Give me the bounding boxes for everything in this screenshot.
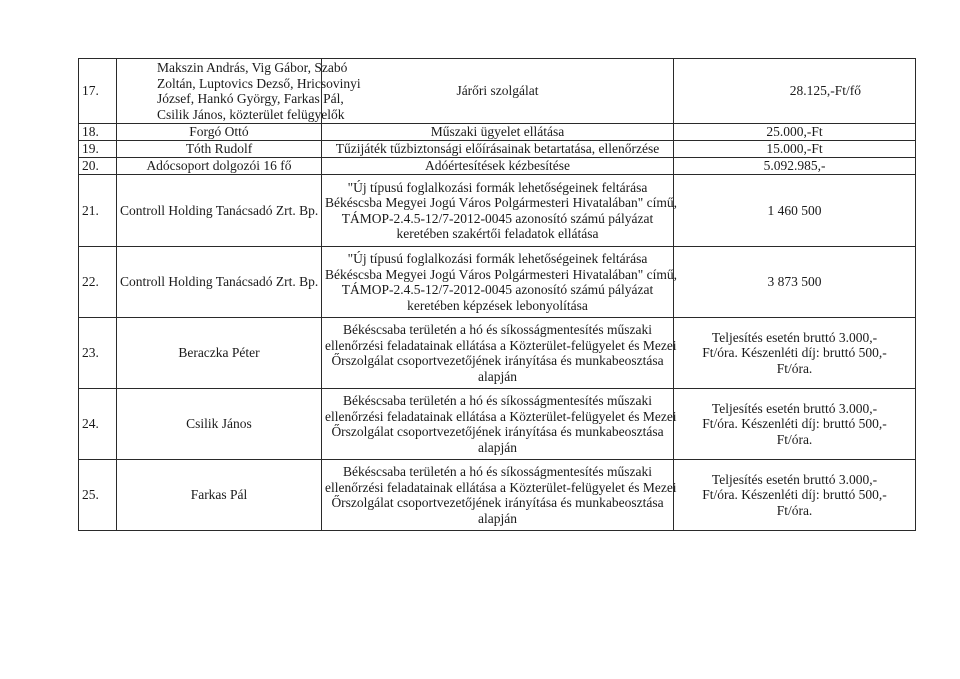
fee-line: Teljesítés esetén bruttó 3.000,- xyxy=(711,329,878,345)
task-line: Békéscsba Megyei Jogú Város Polgármesteri Hivatalában" című, xyxy=(325,195,678,210)
table-row xyxy=(79,158,916,175)
fee-line: 15.000,-Ft xyxy=(766,141,823,157)
task-line: TÁMOP-2.4.5-12/7-2012-0045 azonosító számú pályázat xyxy=(341,282,654,297)
task-cell xyxy=(322,318,677,389)
fee-cell xyxy=(674,389,916,460)
name-cell xyxy=(117,318,322,389)
name-line: Zoltán, Luptovics Dezső, Hricsovinyi xyxy=(157,75,361,91)
name-cell xyxy=(117,124,322,141)
row-number-cell: 25. xyxy=(79,460,117,531)
task-cell xyxy=(322,175,678,247)
table-row xyxy=(79,247,916,318)
name-line: Controll Holding Tanácsadó Zrt. Bp. xyxy=(120,274,319,290)
row-number-cell: 19. xyxy=(79,141,117,158)
fee-line: 25.000,-Ft xyxy=(766,124,823,140)
name-cell xyxy=(117,460,322,531)
task-line: Őrszolgálat csoportvezetőjének irányítása és munkabeosztása xyxy=(331,353,664,368)
name-line: Makszin András, Vig Gábor, Szabó xyxy=(157,60,348,75)
fee-line: Ft/óra. xyxy=(776,431,813,447)
contracts-table xyxy=(78,58,916,531)
fee-line: 5.092.985,- xyxy=(763,158,826,174)
name-line: Tóth Rudolf xyxy=(185,141,253,157)
task-line: ellenőrzési feladatainak ellátása a Közterület-felügyelet és Mezei xyxy=(325,337,677,353)
table-row xyxy=(79,389,916,460)
task-line: Őrszolgálat csoportvezetőjének irányítása és munkabeosztása xyxy=(331,424,664,439)
fee-line: 3 873 500 xyxy=(767,274,822,290)
table-row xyxy=(79,124,916,141)
task-line: Műszaki ügyelet ellátása xyxy=(430,124,565,140)
task-cell xyxy=(322,59,674,124)
fee-line: Ft/óra. Készenléti díj: bruttó 500,- xyxy=(702,345,887,361)
name-cell xyxy=(117,175,322,247)
fee-line: 1 460 500 xyxy=(767,202,822,218)
fee-cell xyxy=(674,124,916,141)
fee-cell xyxy=(674,59,916,124)
fee-cell xyxy=(674,247,916,318)
task-line: Békéscsba Megyei Jogú Város Polgármesteri Hivatalában" című, xyxy=(325,266,678,282)
table-row xyxy=(79,175,916,247)
name-cell xyxy=(117,158,322,175)
fee-line: Ft/óra. Készenléti díj: bruttó 500,- xyxy=(702,487,887,503)
task-line: alapján xyxy=(478,439,517,455)
row-number-cell: 17. xyxy=(79,59,117,124)
fee-cell xyxy=(674,175,916,247)
row-number-cell: 21. xyxy=(79,175,117,247)
task-line: alapján xyxy=(478,510,517,526)
fee-line: Teljesítés esetén bruttó 3.000,- xyxy=(711,400,878,416)
name-line: Csilik János xyxy=(186,416,252,432)
table-row xyxy=(79,59,916,124)
task-line: Járőri szolgálat xyxy=(456,83,539,99)
task-cell xyxy=(322,389,677,460)
fee-line: Ft/óra. xyxy=(776,502,813,518)
name-line: Forgó Ottó xyxy=(189,124,249,140)
task-line: "Új típusú foglalkozási formák lehetőségeinek feltárása xyxy=(347,179,648,195)
table-row xyxy=(79,460,916,531)
name-line: Csilik János, közterület felügyelők xyxy=(157,106,345,122)
task-line: Adóértesítések kézbesítése xyxy=(424,158,571,174)
task-cell xyxy=(322,124,674,141)
fee-line: 28.125,-Ft/fő xyxy=(789,83,861,99)
name-line: Beraczka Péter xyxy=(178,345,260,361)
row-number-cell: 22. xyxy=(79,247,117,318)
task-line: TÁMOP-2.4.5-12/7-2012-0045 azonosító számú pályázat xyxy=(341,210,654,226)
task-cell xyxy=(322,158,674,175)
name-line: József, Hankó György, Farkas Pál, xyxy=(157,91,344,106)
row-number-cell: 20. xyxy=(79,158,117,175)
fee-line: Ft/óra. Készenléti díj: bruttó 500,- xyxy=(702,416,887,432)
name-cell xyxy=(117,59,361,124)
name-cell xyxy=(117,141,322,158)
row-number-cell: 18. xyxy=(79,124,117,141)
task-line: keretében képzések lebonyolítása xyxy=(407,297,588,313)
row-number-cell: 23. xyxy=(79,318,117,389)
table-row xyxy=(79,141,916,158)
task-cell xyxy=(322,247,678,318)
task-line: Békéscsaba területén a hó és síkosságmentesítés műszaki xyxy=(343,464,652,479)
task-line: ellenőrzési feladatainak ellátása a Közterület-felügyelet és Mezei xyxy=(325,408,677,424)
task-line: Őrszolgálat csoportvezetőjének irányítása és munkabeosztása xyxy=(331,495,664,510)
row-number-cell: 24. xyxy=(79,389,117,460)
task-cell xyxy=(322,460,677,531)
task-cell xyxy=(322,141,674,158)
task-line: "Új típusú foglalkozási formák lehetőségeinek feltárása xyxy=(347,251,648,266)
fee-cell xyxy=(674,158,916,175)
name-cell xyxy=(117,389,322,460)
task-line: Tűzijáték tűzbiztonsági előírásainak betartatása, ellenőrzése xyxy=(335,141,660,157)
task-line: Békéscsaba területén a hó és síkosságmentesítés műszaki xyxy=(343,322,652,337)
task-line: Békéscsaba területén a hó és síkosságmentesítés műszaki xyxy=(343,393,652,408)
name-cell xyxy=(117,247,322,318)
name-line: Controll Holding Tanácsadó Zrt. Bp. xyxy=(120,202,319,218)
name-line: Adócsoport dolgozói 16 fő xyxy=(146,158,292,174)
fee-line: Ft/óra. xyxy=(776,360,813,376)
fee-cell xyxy=(674,460,916,531)
task-line: keretében szakértői feladatok ellátása xyxy=(396,226,599,241)
task-line: alapján xyxy=(478,368,517,384)
table-row xyxy=(79,318,916,389)
name-line: Farkas Pál xyxy=(190,487,248,503)
fee-cell xyxy=(674,318,916,389)
task-line: ellenőrzési feladatainak ellátása a Közterület-felügyelet és Mezei xyxy=(325,479,677,495)
fee-cell xyxy=(674,141,916,158)
fee-line: Teljesítés esetén bruttó 3.000,- xyxy=(711,471,878,487)
